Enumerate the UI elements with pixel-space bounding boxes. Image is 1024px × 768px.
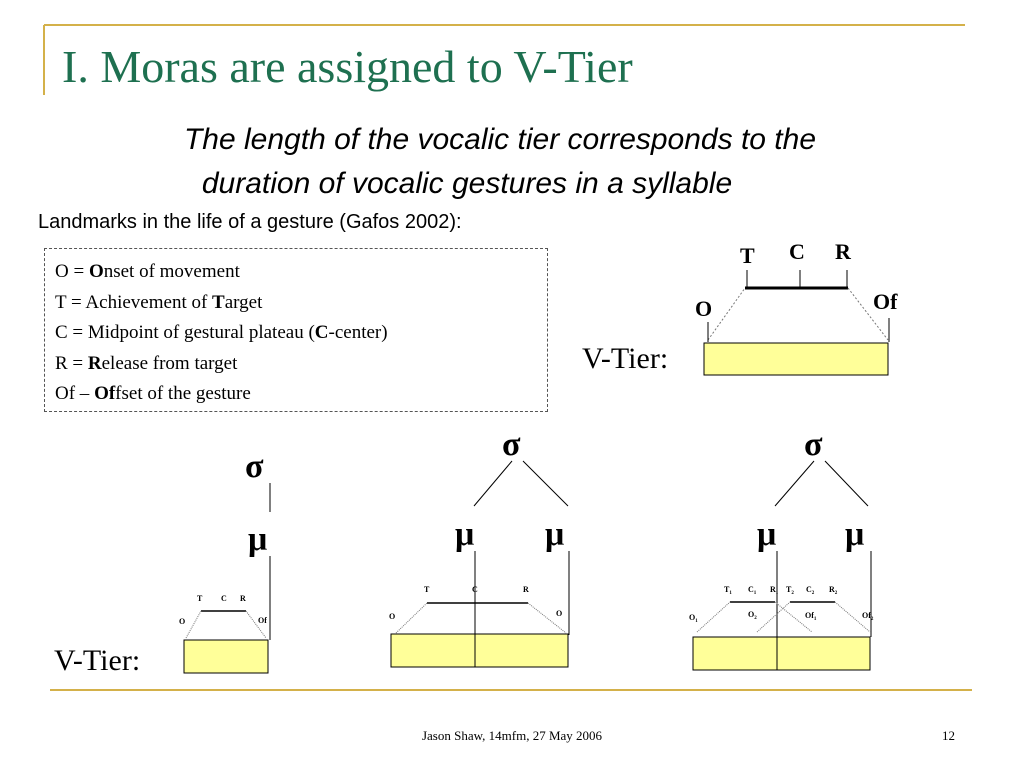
vtier-box-2b [475,634,568,667]
label-T1: $T_1$ [724,585,732,596]
small-label-R-2: R [523,585,529,594]
definition-center: C = Midpoint of gestural plateau (C-center) [55,322,388,343]
label-Of2: $Of_2$ [862,611,874,622]
label-T: T [740,243,755,268]
sigma-symbol-1: σ [245,448,264,485]
label-Of: Of [873,289,898,314]
definition-target: T = Achievement of Target [55,291,263,313]
mu-symbol-2b: μ [545,516,565,553]
definition-release: R = Release from target [55,352,238,374]
mu-symbol-3b: μ [845,516,865,553]
subtitle-line-1: The length of the vocalic tier corresponds to the [183,123,817,156]
rise-3a [697,602,730,632]
small-rise [186,611,201,638]
syllable-diagram-monomoraic [54,448,270,677]
syllable-diagram-bimoraic-double [689,426,874,670]
sigma-mu-left-link-2 [474,461,512,506]
label-O2: $O_2$ [748,610,757,621]
mu-symbol-2a: μ [455,516,475,553]
subtitle-line-2: duration of vocalic gestures in a syllable [201,167,733,200]
landmarks-heading: Landmarks in the life of a gesture (Gafos 2002): [38,211,462,233]
page-number: 12 [942,728,955,743]
sigma-mu-right-link-2 [523,461,568,506]
vtier-box-2a [391,634,475,667]
small-label-Of: Of [258,616,267,625]
label-R2: $R_2$ [829,585,838,596]
gesture-diagram-top [582,239,898,375]
small-label-O-2: O [389,612,396,621]
definition-onset: O = Onset of movement [55,261,240,282]
vtier-box-mono [184,640,268,673]
small-label-T-2: T [424,585,430,594]
definition-offset: Of – Offset of the gesture [55,383,251,404]
small-label-C-2: C [472,585,478,594]
sigma-mu-left-link-3 [775,461,814,506]
sigma-mu-right-link-3 [825,461,868,506]
sigma-symbol-2: σ [502,426,521,463]
label-C2: $C_2$ [806,585,815,596]
small-label-C: C [221,594,227,603]
vtier-box-3b [777,637,870,670]
vtier-label-bottom: V-Tier: [54,644,141,677]
fall-2 [528,603,566,633]
mu-symbol-3a: μ [757,516,777,553]
slide-title: I. Moras are assigned to V-Tier [62,41,633,92]
label-C1: $C_1$ [748,585,757,596]
vtier-label-top: V-Tier: [582,342,669,375]
label-Of1: $Of_1$ [805,611,817,622]
rise-3b [757,602,790,632]
label-R1: $R_1$ [770,585,779,596]
label-T2: $T_2$ [786,585,794,596]
small-label-O: O [179,617,186,626]
syllable-diagram-bimoraic-single [389,426,569,667]
footer-credit: Jason Shaw, 14mfm, 27 May 2006 [421,728,603,743]
small-label-T: T [197,594,203,603]
mu-symbol-1: μ [248,521,268,558]
vtier-box-top [704,343,888,375]
label-O: O [695,296,713,321]
rise-line [708,288,745,340]
vtier-box-3a [693,637,777,670]
rise-2 [396,603,427,633]
small-label-R: R [240,594,246,603]
label-R: R [835,239,851,264]
small-label-Of-2: O [556,609,563,618]
sigma-symbol-3: σ [804,426,823,463]
label-O1: $O_1$ [689,613,698,624]
label-C: C [789,239,805,264]
